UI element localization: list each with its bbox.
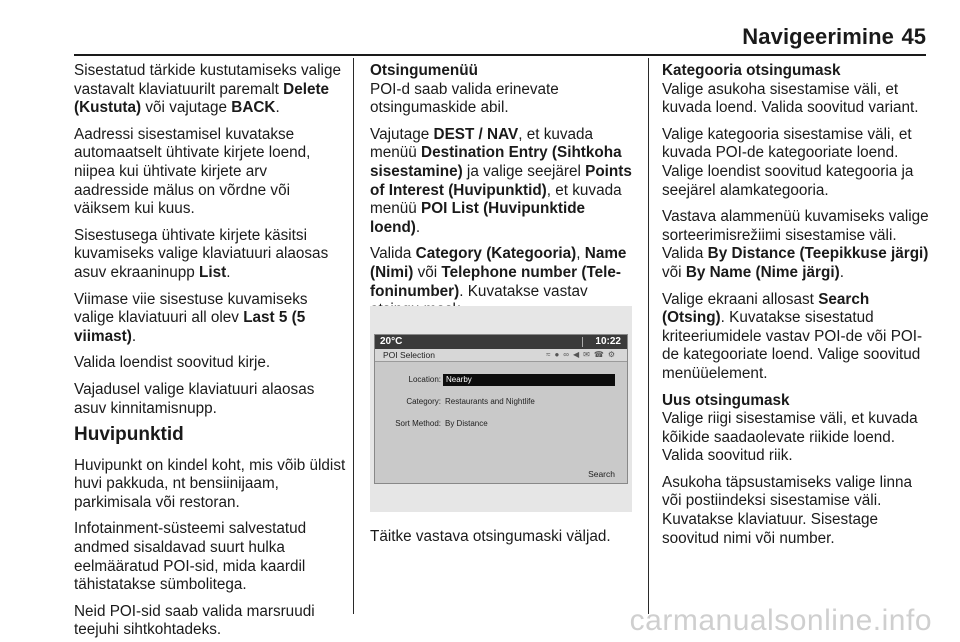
status-divider (582, 337, 583, 347)
poi-selection-screenshot (370, 306, 632, 512)
paragraph: Huvipunkt on kindel koht, mis võib üldist huvi pakkuda, nt bensiinijaam, parkimisala või restoran. (74, 456, 346, 511)
paragraph: Asukoha täpsustamiseks valige linna või postiindeksi sisestamise väli. Kuvatakse klaviatuur. Sisestage soovitud nimi või number. (662, 473, 912, 547)
location-label: Location: (408, 375, 441, 384)
section-heading: Huvipunktid (74, 424, 184, 446)
subheading: Otsingumenüü (370, 62, 478, 79)
search-button[interactable]: Search (588, 469, 615, 479)
category-value: Restaurants and Nightlife (445, 397, 535, 406)
paragraph: Vajadusel valige klaviatuuri alaosas asuv kinnitamisnupp. (74, 380, 315, 417)
clock: 10:22 (595, 336, 621, 347)
infotainment-screen (374, 334, 628, 484)
paragraph: Viimase viie sisestuse kuvamiseks valige klaviatuuri all olev Last 5 (5 viimast). (74, 290, 308, 345)
column-2 (370, 62, 636, 328)
category-label: Category: (406, 397, 441, 406)
category-field[interactable] (375, 395, 627, 409)
subheading: Kategooria otsingumask (662, 62, 841, 79)
paragraph: Aadressi sisestamisel kuvatakse automaatselt ühtivate kirjete loend, niipea kui ühtivate kirjete arv aadresside mälus on võrdne või väiksem kui kuus. (74, 125, 311, 218)
paragraph: Vajutage DEST / NAV, et kuvada menüü Destination Entry (Sihtkoha sisestamine) ja valige seejärel Points of Interest (Huvipunktid), et kuvada menüü POI List (Huvipunktide loend). (370, 125, 632, 236)
chapter-title: Navigeerimine (742, 24, 894, 49)
header-divider (74, 54, 926, 56)
sort-method-label: Sort Method: (395, 419, 441, 428)
paragraph: Otsingumenüü POI-d saab valida erinevate otsingumaskide abil. (370, 62, 636, 118)
column-divider-2 (648, 58, 649, 614)
subheading: Uus otsingumask (662, 391, 790, 409)
paragraph: Valige kategooria sisestamise väli, et kuvada POI-de kategooriate loend. Valige loendist soovitud kategooria ja seejärel alamkategooria. (662, 125, 914, 199)
location-value: Nearby (443, 374, 615, 386)
screen-title: POI Selection (383, 350, 435, 360)
figure-caption: Täitke vastava otsingumaski väljad. (370, 528, 611, 545)
paragraph: Kategooria otsingumask Valige asukoha sisestamise väli, et kuvada loend. Valida soovitud variant. (662, 62, 930, 118)
page-number: 45 (901, 24, 926, 49)
page-header (0, 8, 960, 52)
sort-method-value: By Distance (445, 419, 488, 428)
paragraph: Uus otsingumask Valige riigi sisestamise väli, et kuvada kõikide saadaolevate riikide loend. Valida soovitud riik. (662, 392, 930, 466)
temperature: 20°C (380, 336, 403, 347)
sort-method-field[interactable] (375, 417, 627, 431)
paragraph: Valida Category (Kategooria), Name (Nimi) või Telephone number (Tele-foninumber). Kuvatakse vastav (370, 245, 627, 300)
paragraph: Sisestatud tärkide kustutamiseks valige vastavalt klaviatuurilt paremalt Delete (Kustuta) või vajutage BACK. (74, 62, 341, 117)
paragraph: Vastava alammenüü kuvamiseks valige sorteerimisrežiimi sisestamise väli. Valida By Distance (Teepikkuse järgi) või By Name (Nime järgi). (662, 208, 929, 281)
status-icons: ≈●∞◀✉☎⚙ (546, 350, 619, 359)
paragraph: Valige ekraani allosast Search (Otsing). Kuvatakse sisestatud kriteeriumidele vastav POI-de või POI-de kategooriate loend. Valige soovitud menüüelement. (662, 290, 923, 382)
column-divider-1 (353, 58, 354, 614)
location-field[interactable] (375, 373, 627, 387)
screen-titlebar (375, 349, 627, 362)
paragraph: Infotainment-süsteemi salvestatud andmed sisaldavad suurt hulka eelmääratud POI-sid, mida kaardil tähistatakse sümbolitega. (74, 520, 307, 594)
paragraph: Neid POI-sid saab valida marsruudi teejuhi sihtkohtadeks. (74, 602, 315, 639)
column-1 (74, 62, 346, 642)
paragraph: Valida loendist soovitud kirje. (74, 354, 271, 372)
paragraph: Sisestusega ühtivate kirjete käsitsi kuvamiseks valige klaviatuuri alaosas asuv ekraaninupp List. (74, 226, 329, 281)
watermark: carmanualsonline.info (629, 604, 932, 637)
status-bar (375, 335, 627, 349)
column-3 (662, 62, 930, 556)
